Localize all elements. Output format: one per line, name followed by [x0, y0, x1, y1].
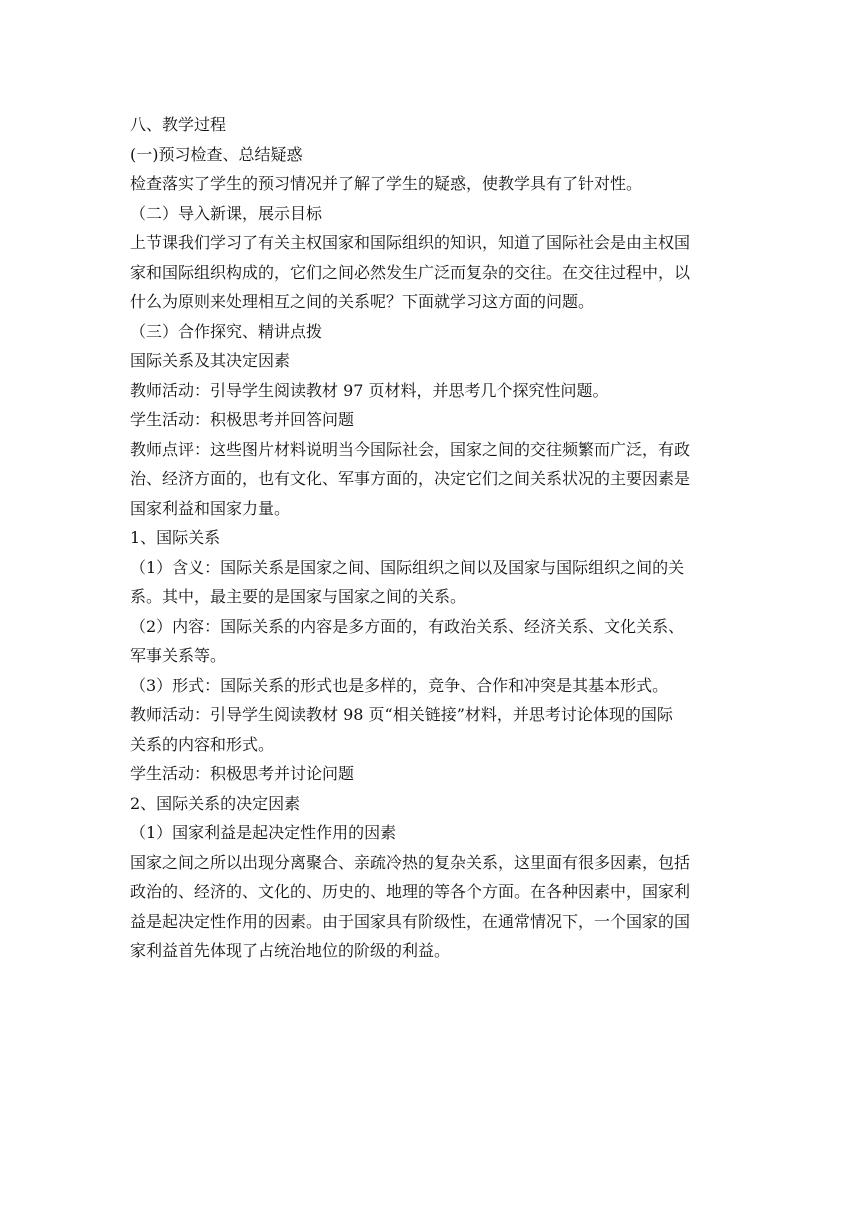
paragraph-line: 益是起决定性作用的因素。由于国家具有阶级性，在通常情况下，一个国家的国: [130, 911, 691, 931]
subsection-heading: （二）导入新课，展示目标: [130, 203, 323, 223]
numbered-heading: 1、国际关系: [130, 528, 221, 547]
paragraph-line: 国家之间之所以出现分离聚合、亲疏冷热的复杂关系，这里面有很多因素，包括: [130, 852, 691, 872]
paragraph-line: 军事关系等。: [130, 646, 227, 665]
document-page: [130, 110, 730, 966]
paragraph-line: 学生活动：积极思考并讨论问题: [130, 764, 355, 783]
topic-heading: 国际关系及其决定因素: [130, 351, 291, 370]
subsection-heading: （三）合作探究、精讲点拨: [130, 321, 323, 341]
paragraph-line: 教师活动：引导学生阅读教材 98 页“相关链接”材料，并思考讨论体现的国际: [130, 705, 673, 724]
paragraph-line: 教师点评：这些图片材料说明当今国际社会，国家之间的交往频繁而广泛，有政: [130, 439, 691, 459]
numbered-heading: 2、国际关系的决定因素: [130, 793, 301, 813]
section-heading: 八、教学过程: [130, 115, 227, 134]
paragraph-line: （3）形式：国际关系的形式也是多样的，竞争、合作和冲突是其基本形式。: [130, 675, 669, 695]
paragraph-line: 治、经济方面的，也有文化、军事方面的，决定它们之间关系状况的主要因素是: [130, 469, 691, 488]
paragraph-line: 关系的内容和形式。: [130, 734, 275, 754]
paragraph-line: 政治的、经济的、文化的、历史的、地理的等各个方面。在各种因素中，国家利: [130, 882, 691, 901]
paragraph-line: 上节课我们学习了有关主权国家和国际组织的知识，知道了国际社会是由主权国: [130, 233, 691, 252]
paragraph-line: 家利益首先体现了占统治地位的阶级的利益。: [130, 941, 451, 960]
paragraph-line: （2）内容：国际关系的内容是多方面的，有政治关系、经济关系、文化关系、: [130, 616, 685, 636]
paragraph-line: 检查落实了学生的预习情况并了解了学生的疑惑，使教学具有了针对性。: [130, 174, 643, 193]
subsection-heading: (一)预习检查、总结疑惑: [130, 144, 303, 164]
paragraph-line: 系。其中，最主要的是国家与国家之间的关系。: [130, 587, 467, 606]
paragraph-line: 国家利益和国家力量。: [130, 498, 291, 518]
paragraph-line: （1）国家利益是起决定性作用的因素: [130, 823, 397, 842]
paragraph-line: 家和国际组织构成的，它们之间必然发生广泛而复杂的交往。在交往过程中，以: [130, 262, 691, 282]
paragraph-line: 教师活动：引导学生阅读教材 97 页材料，并思考几个探究性问题。: [130, 380, 609, 400]
paragraph-line: 学生活动：积极思考并回答问题: [130, 410, 355, 429]
paragraph-line: （1）含义：国际关系是国家之间、国际组织之间以及国家与国际组织之间的关: [130, 557, 685, 577]
paragraph-line: 什么为原则来处理相互之间的关系呢？下面就学习这方面的问题。: [130, 292, 595, 311]
